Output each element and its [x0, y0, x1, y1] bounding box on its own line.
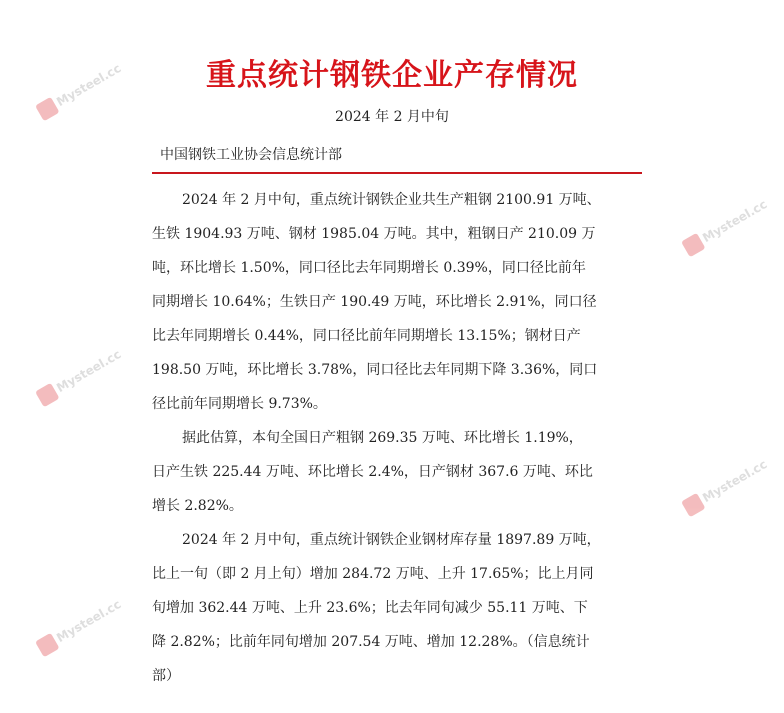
header-divider — [152, 172, 642, 174]
document-source: 中国钢铁工业协会信息统计部 — [160, 147, 342, 163]
paragraph-line: 同期增长 10.64%；生铁日产 190.49 万吨，环比增长 2.91%，同口径 — [152, 294, 597, 310]
mysteel-logo-icon — [35, 632, 60, 657]
mysteel-logo-icon — [35, 382, 60, 407]
paragraph-line: 径比前年同期增长 9.73%。 — [152, 396, 327, 412]
watermark-text: Mysteel.cc — [699, 196, 770, 245]
mysteel-logo-icon — [681, 492, 706, 517]
watermark — [34, 344, 124, 407]
paragraph-line: 降 2.82%；比前年同旬增加 207.54 万吨、增加 12.28%。（信息统计 — [152, 634, 590, 650]
paragraph-inventory — [152, 523, 642, 693]
mysteel-logo-icon — [681, 232, 706, 257]
paragraph-production — [152, 183, 642, 421]
paragraph-line: 生铁 1904.93 万吨、钢材 1985.04 万吨。其中，粗钢日产 210.09 万 — [152, 226, 596, 242]
paragraph-line: 增长 2.82%。 — [152, 498, 243, 514]
watermark-text: Mysteel.cc — [699, 456, 770, 505]
paragraph-line: 据此估算，本旬全国日产粗钢 269.35 万吨、环比增长 1.19%， — [182, 430, 583, 446]
paragraph-line: 2024 年 2 月中旬，重点统计钢铁企业共生产粗钢 2100.91 万吨、 — [182, 192, 601, 208]
paragraph-line: 日产生铁 225.44 万吨、环比增长 2.4%，日产钢材 367.6 万吨、环比 — [152, 464, 593, 480]
watermark-text: Mysteel.cc — [53, 60, 124, 109]
paragraph-line: 比上一旬（即 2 月上旬）增加 284.72 万吨、上升 17.65%；比上月同 — [152, 566, 594, 582]
paragraph-line: 旬增加 362.44 万吨、上升 23.6%；比去年同旬减少 55.11 万吨、下 — [152, 600, 588, 616]
watermark — [34, 594, 124, 657]
watermark-text: Mysteel.cc — [53, 346, 124, 395]
document-title: 重点统计钢铁企业产存情况 — [206, 58, 578, 93]
paragraph-line: 吨，环比增长 1.50%，同口径比去年同期增长 0.39%，同口径比前年 — [152, 260, 586, 276]
paragraph-line: 2024 年 2 月中旬，重点统计钢铁企业钢材库存量 1897.89 万吨， — [182, 532, 601, 548]
paragraph-line: 比去年同期增长 0.44%，同口径比前年同期增长 13.15%；钢材日产 — [152, 328, 581, 344]
paragraph-estimate — [152, 421, 642, 523]
watermark-text: Mysteel.cc — [53, 596, 124, 645]
watermark — [680, 194, 770, 257]
paragraph-line: 198.50 万吨，环比增长 3.78%，同口径比去年同期下降 3.36%，同口 — [152, 362, 598, 378]
paragraph-line: 部） — [152, 668, 180, 684]
watermark — [680, 454, 770, 517]
document-date: 2024 年 2 月中旬 — [335, 109, 449, 125]
